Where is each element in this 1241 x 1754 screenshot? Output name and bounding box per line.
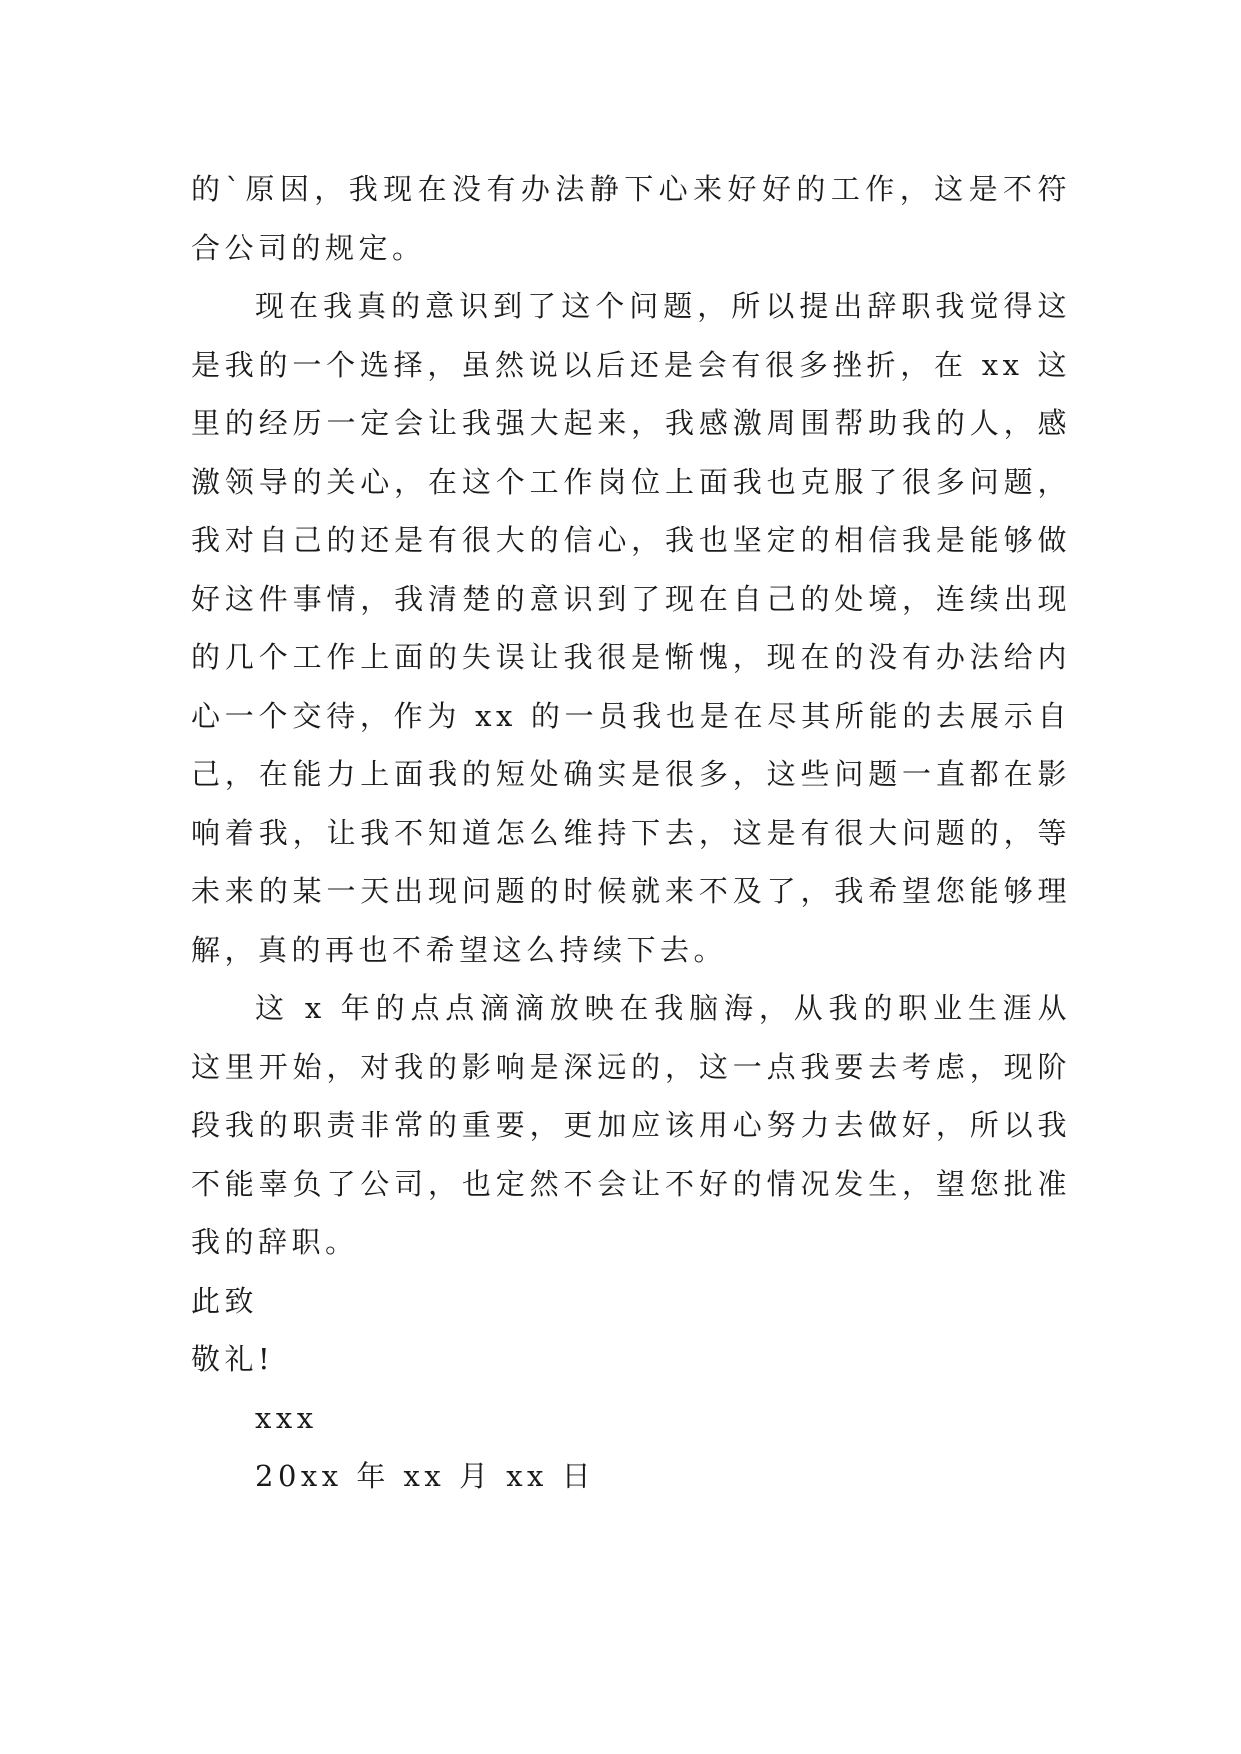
letter-body xyxy=(191,160,1071,1506)
closing-regards: 敬礼! xyxy=(191,1342,275,1376)
paragraph-3: 这 x 年的点点滴滴放映在我脑海，从我的职业生涯从这里开始，对我的影响是深远的，这一点我要去考虑，现阶段我的职责非常的重要，更加应该用心努力去做好，所以我不能辜负了公司，也定然不会让不好的情况发生，望您批准我的辞职。 xyxy=(191,991,1071,1259)
signature-date: 20xx 年 xx 月 xx 日 xyxy=(255,1459,596,1493)
paragraph-2: 现在我真的意识到了这个问题，所以提出辞职我觉得这是我的一个选择，虽然说以后还是会有很多挫折，在 xx 这里的经历一定会让我强大起来，我感激周围帮助我的人，感激领导的关心，在这个工作岗位上面我也克服了很多问题，我对自己的还是有很大的信心，我也坚定的相信我是能够做好这件事情，我清楚的意识到了现在自己的处境，连续出现的几个工作上面的失误让我很是惭愧，现在的没有办法给内心一个交待，作为 xx 的一员我也是在尽其所能的去展示自己，在能力上面我的短处确实是很多，这些问题一直都在影响着我，让我不知道怎么维持下去，这是有很大问题的，等未来的某一天出现问题的时候就来不及了，我希望您能够理解，真的再也不希望这么持续下去。 xyxy=(191,289,1071,967)
signature-name: xxx xyxy=(255,1400,318,1435)
paragraph-1: 的`原因，我现在没有办法静下心来好好的工作，这是不符合公司的规定。 xyxy=(191,172,1071,265)
closing-salutation: 此致 xyxy=(191,1283,259,1318)
